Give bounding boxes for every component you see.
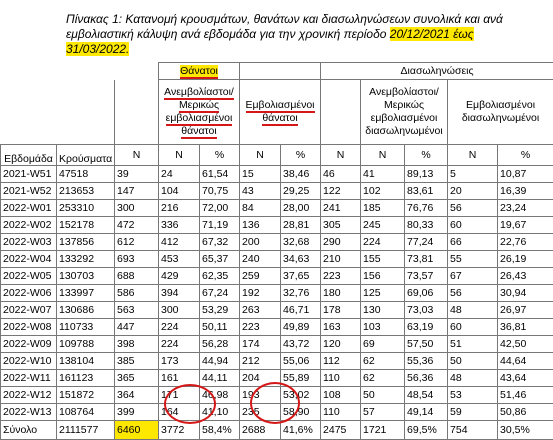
total-value: 41,6%	[281, 421, 321, 440]
table-row	[1, 200, 553, 217]
value-cell: 32,68	[281, 234, 321, 251]
total-value: 58,4%	[200, 421, 240, 440]
unvax-intub-header: Ανεμβολίαστοι/ Μερικώς εμβολιασμένοι διασωληνωμένοι	[361, 80, 448, 145]
cases-header: Κρούσματα	[57, 145, 115, 166]
value-cell: 151872	[57, 387, 115, 404]
value-cell: 138104	[57, 353, 115, 370]
value-cell: 155	[361, 251, 405, 268]
value-cell: 20	[448, 183, 498, 200]
value-cell: 32,76	[281, 285, 321, 302]
value-cell: 50,86	[498, 404, 553, 421]
value-cell: 48,54	[405, 387, 448, 404]
value-cell: 130	[361, 302, 405, 319]
value-cell: 28,00	[281, 200, 321, 217]
value-cell: 71,19	[200, 217, 240, 234]
value-cell: 44,94	[200, 353, 240, 370]
value-cell: 109788	[57, 336, 115, 353]
week-cell: 2022-W11	[1, 370, 57, 387]
value-cell: 173	[159, 353, 200, 370]
value-cell: 26,43	[498, 268, 553, 285]
value-cell: 171	[159, 387, 200, 404]
value-cell: 29,25	[281, 183, 321, 200]
value-cell: 253310	[57, 200, 115, 217]
value-cell: 161	[159, 370, 200, 387]
value-cell: 224	[361, 234, 405, 251]
week-cell: 2022-W09	[1, 336, 57, 353]
value-cell: 688	[115, 268, 159, 285]
caption-date-range: 20/12/2021 έως 31/03/2022.	[66, 27, 474, 56]
value-cell: 130703	[57, 268, 115, 285]
value-cell: 26,97	[498, 302, 553, 319]
week-cell: 2022-W08	[1, 319, 57, 336]
value-cell: 385	[115, 353, 159, 370]
total-label: Σύνολο	[1, 421, 57, 440]
value-cell: 16,39	[498, 183, 553, 200]
value-cell: 61,54	[200, 166, 240, 183]
value-cell: 23,24	[498, 200, 553, 217]
table-row	[1, 387, 553, 404]
value-cell: 180	[321, 285, 361, 302]
value-cell: 53	[448, 387, 498, 404]
value-cell: 89,13	[405, 166, 448, 183]
total-value: 2688	[240, 421, 281, 440]
value-cell: 112	[321, 353, 361, 370]
value-cell: 108764	[57, 404, 115, 421]
week-header: Εβδομάδα	[1, 145, 57, 166]
value-cell: 612	[115, 234, 159, 251]
col-n: N	[321, 145, 361, 166]
value-cell: 58,90	[281, 404, 321, 421]
vax-deaths-header: Εμβολιασμένοι θάνατοι	[240, 80, 321, 145]
value-cell: 59	[448, 404, 498, 421]
value-cell: 240	[240, 251, 281, 268]
col-n: N	[115, 145, 159, 166]
value-cell: 336	[159, 217, 200, 234]
vax-intub-header: Εμβολιασμένοι διασωληνωμένοι	[448, 80, 553, 145]
table-row	[1, 217, 553, 234]
week-cell: 2021-W52	[1, 183, 57, 200]
value-cell: 30,94	[498, 285, 553, 302]
value-cell: 216	[159, 200, 200, 217]
value-cell: 56,28	[200, 336, 240, 353]
value-cell: 193	[240, 387, 281, 404]
value-cell: 210	[321, 251, 361, 268]
week-cell: 2022-W07	[1, 302, 57, 319]
table-row	[1, 251, 553, 268]
value-cell: 394	[159, 285, 200, 302]
value-cell: 48	[448, 370, 498, 387]
value-cell: 161123	[57, 370, 115, 387]
value-cell: 412	[159, 234, 200, 251]
table-row	[1, 404, 553, 421]
value-cell: 51	[448, 336, 498, 353]
value-cell: 224	[159, 336, 200, 353]
value-cell: 28,81	[281, 217, 321, 234]
table-row	[1, 319, 553, 336]
value-cell: 122	[321, 183, 361, 200]
total-value: 69,5%	[405, 421, 448, 440]
week-cell: 2022-W10	[1, 353, 57, 370]
value-cell: 67	[448, 268, 498, 285]
value-cell: 66	[448, 234, 498, 251]
value-cell: 223	[321, 268, 361, 285]
value-cell: 43,72	[281, 336, 321, 353]
unvax-deaths-header: Ανεμβολίαστοι/ Μερικώς εμβολιασμένοι θάνατοι	[159, 80, 240, 145]
value-cell: 300	[115, 200, 159, 217]
value-cell: 48	[448, 302, 498, 319]
value-cell: 110733	[57, 319, 115, 336]
value-cell: 136	[240, 217, 281, 234]
value-cell: 72,00	[200, 200, 240, 217]
value-cell: 263	[240, 302, 281, 319]
value-cell: 84	[240, 200, 281, 217]
value-cell: 103	[361, 319, 405, 336]
value-cell: 104	[159, 183, 200, 200]
value-cell: 73,03	[405, 302, 448, 319]
intubations-group-header: Διασωληνώσεις	[321, 63, 553, 80]
week-cell: 2022-W04	[1, 251, 57, 268]
value-cell: 223	[240, 319, 281, 336]
value-cell: 447	[115, 319, 159, 336]
value-cell: 56	[448, 200, 498, 217]
value-cell: 110	[321, 370, 361, 387]
value-cell: 174	[240, 336, 281, 353]
col-pct: %	[281, 145, 321, 166]
total-value: 2111577	[57, 421, 115, 440]
week-cell: 2022-W02	[1, 217, 57, 234]
value-cell: 41	[361, 166, 405, 183]
total-value: 1721	[361, 421, 405, 440]
week-cell: 2022-W12	[1, 387, 57, 404]
value-cell: 43	[240, 183, 281, 200]
value-cell: 693	[115, 251, 159, 268]
value-cell: 110	[321, 404, 361, 421]
value-cell: 49,14	[405, 404, 448, 421]
total-value: 2475	[321, 421, 361, 440]
table-row	[1, 336, 553, 353]
value-cell: 178	[321, 302, 361, 319]
table-row	[1, 268, 553, 285]
week-cell: 2021-W51	[1, 166, 57, 183]
total-value: 30,5%	[498, 421, 553, 440]
value-cell: 137856	[57, 234, 115, 251]
value-cell: 77,24	[405, 234, 448, 251]
value-cell: 39	[115, 166, 159, 183]
value-cell: 69,06	[405, 285, 448, 302]
caption-text: Πίνακας 1: Κατανομή κρουσμάτων, θανάτων και διασωληνώσεων συνολικά και ανά εμβολιαστική κάλυψη ανά εβδομάδα για την χρονική περίοδο	[66, 12, 503, 41]
value-cell: 147	[115, 183, 159, 200]
col-pct: %	[498, 145, 553, 166]
value-cell: 70,75	[200, 183, 240, 200]
value-cell: 55,36	[405, 353, 448, 370]
col-n: N	[448, 145, 498, 166]
week-cell: 2022-W13	[1, 404, 57, 421]
value-cell: 46,71	[281, 302, 321, 319]
value-cell: 83,61	[405, 183, 448, 200]
value-cell: 50	[361, 387, 405, 404]
value-cell: 53,29	[200, 302, 240, 319]
value-cell: 453	[159, 251, 200, 268]
value-cell: 26,19	[498, 251, 553, 268]
value-cell: 290	[321, 234, 361, 251]
value-cell: 398	[115, 336, 159, 353]
table-row	[1, 302, 553, 319]
value-cell: 73,81	[405, 251, 448, 268]
col-n: N	[240, 145, 281, 166]
value-cell: 164	[159, 404, 200, 421]
value-cell: 63,19	[405, 319, 448, 336]
value-cell: 57	[361, 404, 405, 421]
value-cell: 19,67	[498, 217, 553, 234]
value-cell: 259	[240, 268, 281, 285]
table-row	[1, 285, 553, 302]
table-row	[1, 353, 553, 370]
value-cell: 200	[240, 234, 281, 251]
table-caption	[66, 12, 506, 57]
value-cell: 41,10	[200, 404, 240, 421]
table-row	[1, 370, 553, 387]
value-cell: 365	[115, 370, 159, 387]
value-cell: 399	[115, 404, 159, 421]
col-n: N	[159, 145, 200, 166]
value-cell: 152178	[57, 217, 115, 234]
week-cell: 2022-W03	[1, 234, 57, 251]
value-cell: 563	[115, 302, 159, 319]
table-row	[1, 234, 553, 251]
value-cell: 50,11	[200, 319, 240, 336]
value-cell: 60	[448, 319, 498, 336]
value-cell: 24	[159, 166, 200, 183]
table-row	[1, 183, 553, 200]
value-cell: 586	[115, 285, 159, 302]
value-cell: 192	[240, 285, 281, 302]
value-cell: 55	[448, 251, 498, 268]
value-cell: 125	[361, 285, 405, 302]
value-cell: 235	[240, 404, 281, 421]
value-cell: 163	[321, 319, 361, 336]
value-cell: 55,06	[281, 353, 321, 370]
value-cell: 185	[361, 200, 405, 217]
value-cell: 57,50	[405, 336, 448, 353]
value-cell: 51,46	[498, 387, 553, 404]
value-cell: 156	[361, 268, 405, 285]
value-cell: 46,98	[200, 387, 240, 404]
total-row	[1, 421, 553, 440]
total-value: 754	[448, 421, 498, 440]
value-cell: 62,35	[200, 268, 240, 285]
value-cell: 69	[361, 336, 405, 353]
value-cell: 80,33	[405, 217, 448, 234]
value-cell: 120	[321, 336, 361, 353]
value-cell: 37,65	[281, 268, 321, 285]
value-cell: 43,64	[498, 370, 553, 387]
week-cell: 2022-W05	[1, 268, 57, 285]
value-cell: 133997	[57, 285, 115, 302]
value-cell: 38,46	[281, 166, 321, 183]
value-cell: 212	[240, 353, 281, 370]
total-value: 6460	[115, 421, 159, 440]
value-cell: 204	[240, 370, 281, 387]
value-cell: 5	[448, 166, 498, 183]
value-cell: 67,32	[200, 234, 240, 251]
value-cell: 305	[321, 217, 361, 234]
deaths-group-header: Θάνατοι	[159, 63, 240, 80]
value-cell: 73,57	[405, 268, 448, 285]
value-cell: 22,76	[498, 234, 553, 251]
value-cell: 60	[448, 217, 498, 234]
value-cell: 56,36	[405, 370, 448, 387]
value-cell: 47518	[57, 166, 115, 183]
value-cell: 44,64	[498, 353, 553, 370]
value-cell: 245	[361, 217, 405, 234]
value-cell: 429	[159, 268, 200, 285]
week-cell: 2022-W06	[1, 285, 57, 302]
value-cell: 56	[448, 285, 498, 302]
value-cell: 50	[448, 353, 498, 370]
value-cell: 133292	[57, 251, 115, 268]
value-cell: 10,87	[498, 166, 553, 183]
value-cell: 36,81	[498, 319, 553, 336]
value-cell: 130686	[57, 302, 115, 319]
col-n: N	[361, 145, 405, 166]
value-cell: 364	[115, 387, 159, 404]
value-cell: 67,24	[200, 285, 240, 302]
value-cell: 102	[361, 183, 405, 200]
value-cell: 76,76	[405, 200, 448, 217]
value-cell: 62	[361, 370, 405, 387]
value-cell: 472	[115, 217, 159, 234]
col-pct: %	[405, 145, 448, 166]
value-cell: 34,63	[281, 251, 321, 268]
value-cell: 224	[159, 319, 200, 336]
value-cell: 300	[159, 302, 200, 319]
cases-deaths-intubations-table	[0, 62, 553, 440]
value-cell: 62	[361, 353, 405, 370]
total-value: 3772	[159, 421, 200, 440]
value-cell: 53,02	[281, 387, 321, 404]
value-cell: 46	[321, 166, 361, 183]
value-cell: 42,50	[498, 336, 553, 353]
value-cell: 15	[240, 166, 281, 183]
value-cell: 55,89	[281, 370, 321, 387]
table-row	[1, 166, 553, 183]
col-pct: %	[200, 145, 240, 166]
value-cell: 108	[321, 387, 361, 404]
value-cell: 213653	[57, 183, 115, 200]
value-cell: 44,11	[200, 370, 240, 387]
value-cell: 241	[321, 200, 361, 217]
week-cell: 2022-W01	[1, 200, 57, 217]
value-cell: 65,37	[200, 251, 240, 268]
value-cell: 49,89	[281, 319, 321, 336]
